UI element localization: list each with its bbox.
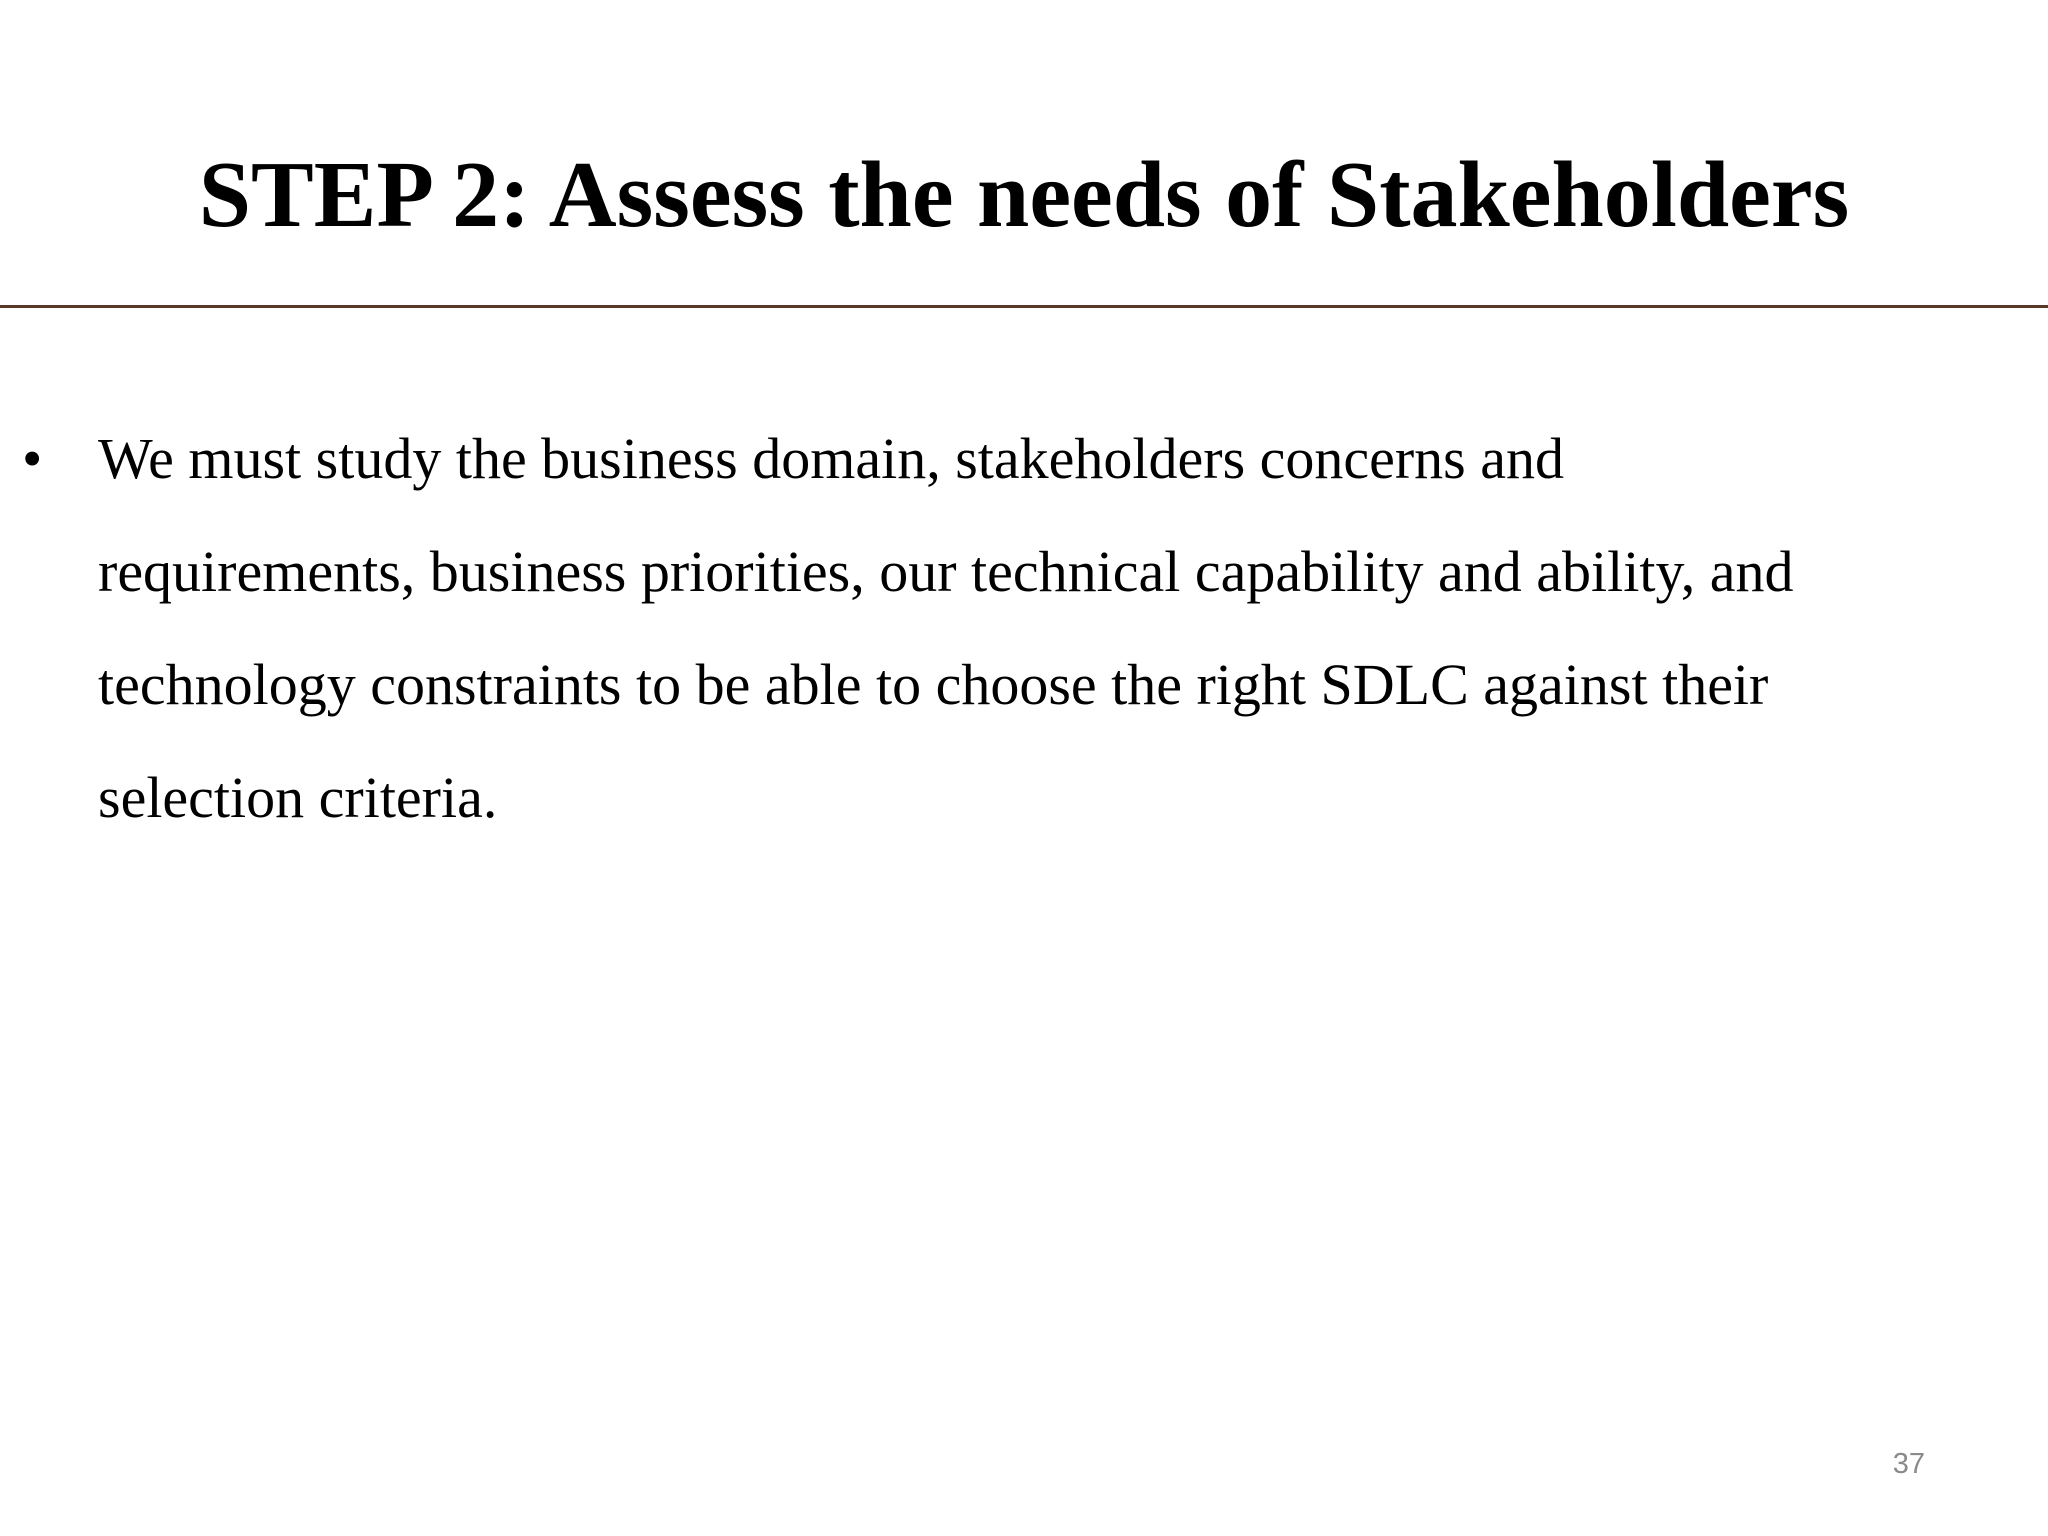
bullet-list <box>0 402 2048 854</box>
bullet-text-line: requirements, business priorities, our technical capability and ability, and <box>98 539 1794 604</box>
bullet-text-line: selection criteria. <box>98 765 498 830</box>
bullet-item <box>0 402 2048 854</box>
bullet-icon: • <box>22 426 43 491</box>
title-divider <box>0 305 2048 308</box>
bullet-text-line: We must study the business domain, stakeholders concerns and <box>98 426 1565 491</box>
page-number: 37 <box>1892 1448 1925 1480</box>
bullet-text-line: technology constraints to be able to choose the right SDLC against their <box>98 652 1769 717</box>
bullet-text <box>98 402 1998 854</box>
slide-title: STEP 2: Assess the needs of Stakeholders <box>198 143 1850 247</box>
